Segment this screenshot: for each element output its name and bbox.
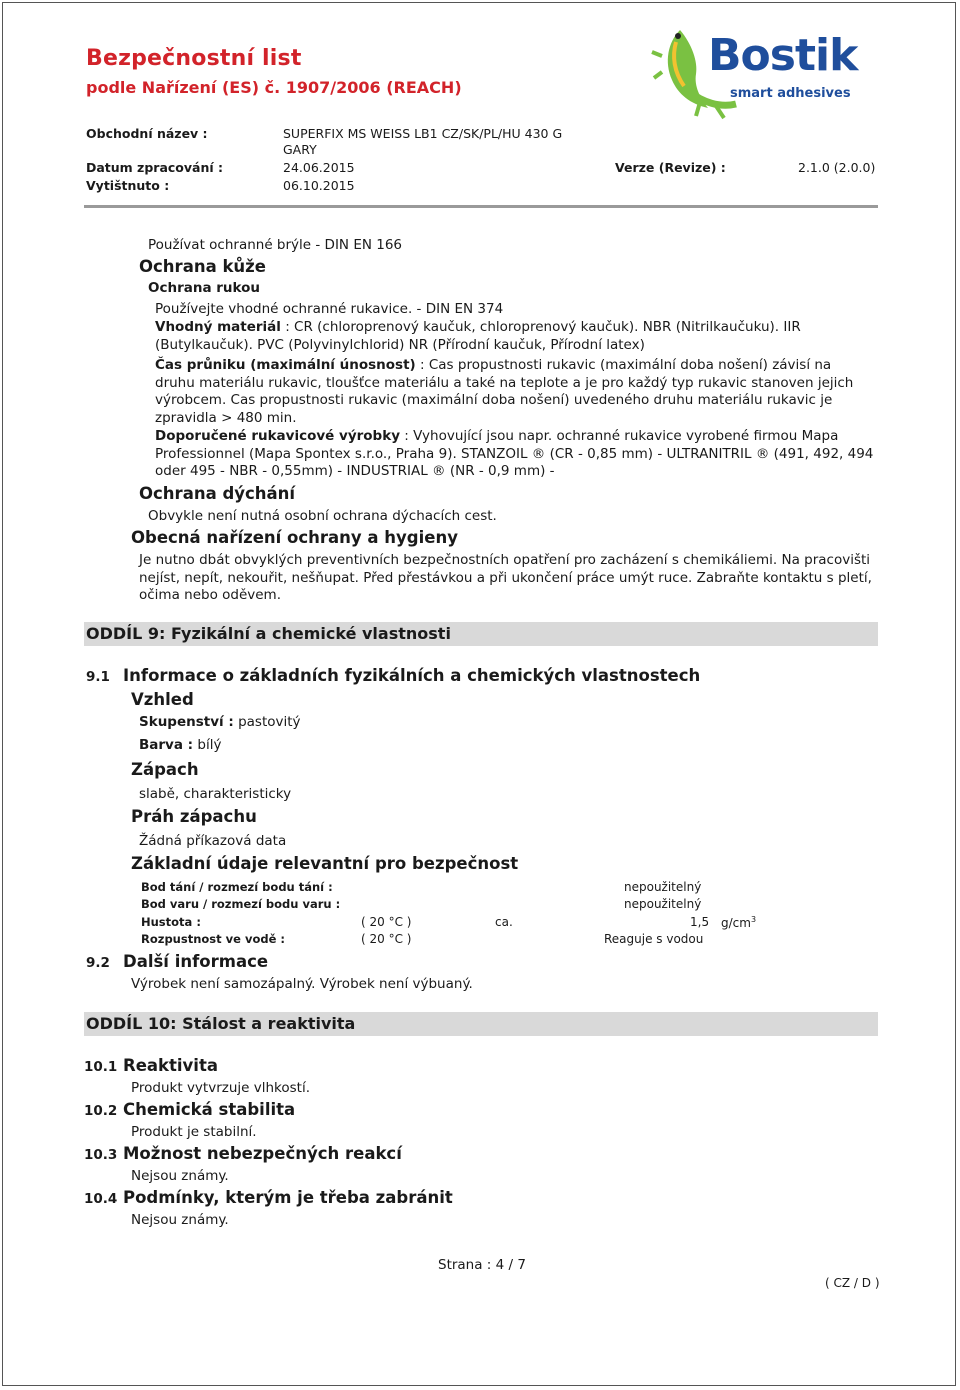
subsection-9-2-number: 9.2 — [86, 955, 110, 971]
property-condition: ( 20 °C ) — [361, 932, 412, 946]
trade-name-value-line1: SUPERFIX MS WEISS LB1 CZ/SK/PL/HU 430 G — [283, 126, 563, 141]
property-label: Rozpustnost ve vodě : — [141, 932, 285, 946]
property-label: Hustota : — [141, 915, 201, 929]
date-label: Datum zpracování : — [86, 160, 223, 175]
subsection-text: Nejsou známy. — [131, 1168, 229, 1184]
subsection-9-2-title: Další informace — [123, 952, 269, 971]
state-label: Skupenství : — [139, 714, 234, 730]
property-label: Bod varu / rozmezí bodu varu : — [141, 897, 341, 911]
state-value: pastovitý — [238, 714, 301, 730]
glove-material-text: : CR (chloroprenový kaučuk, chloroprenový kaučuk). NBR (Nitrilkaučuku). IIR (Butylkaučuk). PVC (Polyvinylchlorid) NR (Přírodní kaučuk, Přírodní latex) — [155, 319, 801, 353]
property-value: nepoužitelný — [624, 897, 702, 911]
property-value: Reaguje s vodou — [604, 932, 704, 946]
subsection-text: Produkt je stabilní. — [131, 1124, 257, 1140]
recommended-gloves-text: : Vyhovující jsou napr. ochranné rukavice vyrobené firmou Mapa Professionnel (Mapa Spontex s.r.o., Praha 9). STANZOIL ® (CR - 0,85 mm) - ULTRANITRIL ® (491, 492, 494 oder 495 - NBR - 0,55mm) - INDUSTRIAL ® (NR - 0,9 mm) - — [155, 428, 874, 480]
odor-heading: Zápach — [131, 760, 199, 779]
property-value: nepoužitelný — [624, 880, 702, 894]
state-row — [139, 714, 301, 730]
logo-tagline: smart adhesives — [730, 86, 851, 101]
property-unit: $g/cm^3$ — [721, 915, 757, 930]
subsection-number: 10.1 — [84, 1059, 118, 1075]
odor-threshold-value: Žádná příkazová data — [139, 833, 287, 849]
breakthrough-paragraph — [155, 357, 855, 427]
subsection-title: Reaktivita — [123, 1056, 218, 1075]
subsection-number: 10.3 — [84, 1147, 118, 1163]
glove-material-label: Vhodný materiál — [155, 319, 281, 335]
printed-label: Vytištnuto : — [86, 178, 170, 193]
property-condition: ( 20 °C ) — [361, 915, 412, 929]
hygiene-text: Je nutno dbát obvyklých preventivních bezpečnostních opatření pro zacházení s chemikáliemi. Na pracovišti nejíst, nepít, nekouřit, nešňupat. Před přestávkou a při ukončení práce umýt ruce. Zabraňte kontaktu s pletí, očima nebo oděvem. — [139, 552, 872, 604]
version-label: Verze (Revize) : — [615, 160, 726, 175]
color-label: Barva : — [139, 737, 194, 753]
subsection-9-1-title: Informace o základních fyzikálních a chemických vlastnostech — [123, 666, 701, 685]
subsection-title: Možnost nebezpečných reakcí — [123, 1144, 402, 1163]
hand-protection-heading: Ochrana rukou — [148, 280, 261, 296]
property-label: Bod tání / rozmezí bodu tání : — [141, 880, 333, 894]
breakthrough-text: : Cas propustnosti rukavic (maximální doba nošení) závisí na druhu materiálu rukavic, tloušťce materiálu a také na teplote a je pro každý typ rukavic stanoven jejich výrobcem. Cas propustnosti rukavic (maximální doba nošení) uvedeného druhu materiálu rukavic je zpravidla > 480 min. — [155, 357, 854, 426]
odor-value: slabě, charakteristicky — [139, 786, 292, 802]
bostik-logo — [650, 22, 870, 122]
subsection-text: Nejsou známy. — [131, 1212, 229, 1228]
eye-protection-text: Používat ochranné brýle - DIN EN 166 — [148, 237, 403, 253]
color-value: bílý — [197, 737, 222, 753]
skin-protection-heading: Ochrana kůže — [139, 257, 266, 276]
trade-name-value-line2: GARY — [283, 142, 317, 157]
version-value: 2.1.0 (2.0.0) — [798, 160, 876, 175]
gloves-text: Používejte vhodné ochranné rukavice. - DIN EN 374 — [155, 301, 504, 317]
hygiene-heading: Obecná nařízení ochrany a hygieny — [131, 528, 458, 547]
property-value: 1,5 — [690, 915, 710, 929]
subsection-title: Podmínky, kterým je třeba zabránit — [123, 1188, 453, 1207]
section-9-bar: ODDÍL 9: Fyzikální a chemické vlastnosti — [84, 622, 878, 646]
color-row — [139, 737, 221, 753]
glove-material-paragraph — [155, 319, 845, 354]
subsection-9-1-number: 9.1 — [86, 669, 110, 685]
safety-data-heading: Základní údaje relevantní pro bezpečnost — [131, 854, 519, 873]
document-title: Bezpečnostní list — [86, 46, 302, 71]
subsection-9-2-text: Výrobek není samozápalný. Výrobek není výbuaný. — [131, 976, 473, 992]
trade-name-label: Obchodní název : — [86, 126, 208, 141]
page-number: Strana : 4 / 7 — [438, 1257, 526, 1273]
appearance-heading: Vzhled — [131, 690, 194, 709]
section-10-bar: ODDÍL 10: Stálost a reaktivita — [84, 1012, 878, 1036]
odor-threshold-heading: Práh zápachu — [131, 807, 257, 826]
respiratory-heading: Ochrana dýchání — [139, 484, 296, 503]
subsection-number: 10.4 — [84, 1191, 118, 1207]
date-value: 24.06.2015 — [283, 160, 355, 175]
logo-wordmark: Bostik — [708, 30, 858, 81]
subsection-number: 10.2 — [84, 1103, 118, 1119]
property-approx: ca. — [495, 915, 513, 929]
breakthrough-label: Čas průniku (maximální únosnost) — [155, 357, 416, 373]
locale-code: ( CZ / D ) — [825, 1276, 880, 1290]
respiratory-text: Obvykle není nutná osobní ochrana dýchacích cest. — [148, 508, 497, 524]
recommended-gloves-paragraph — [155, 428, 875, 481]
printed-value: 06.10.2015 — [283, 178, 355, 193]
header-divider — [84, 205, 878, 208]
recommended-gloves-label: Doporučené rukavicové výrobky — [155, 428, 401, 444]
subsection-title: Chemická stabilita — [123, 1100, 296, 1119]
subsection-text: Produkt vytvrzuje vlhkostí. — [131, 1080, 311, 1096]
document-subtitle: podle Nařízení (ES) č. 1907/2006 (REACH) — [86, 78, 462, 97]
